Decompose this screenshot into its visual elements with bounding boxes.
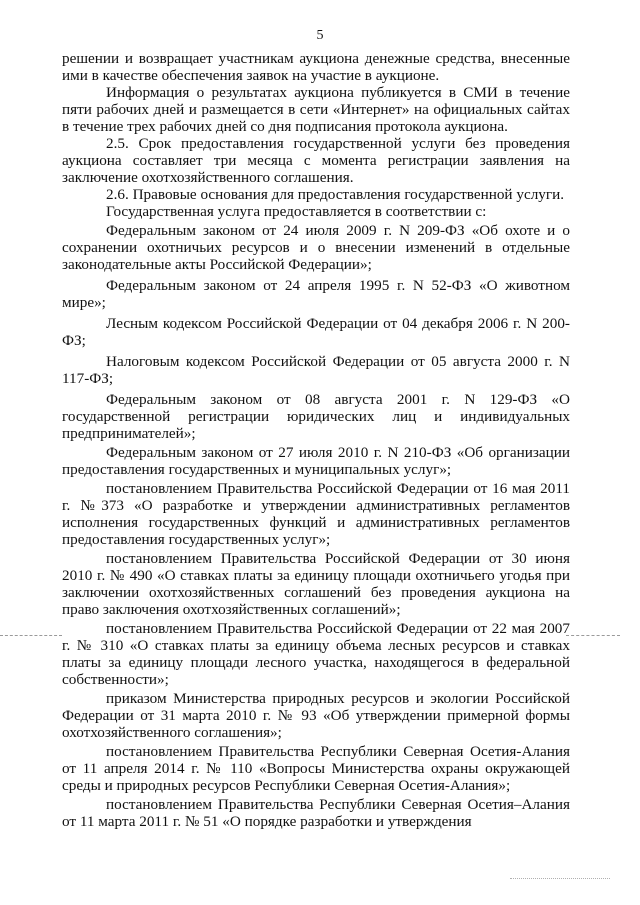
- paragraph-decree-110: постановлением Правительства Республики Северная Осетия-Алания от 11 апреля 2014 г. № 110 «Вопросы Министерства охраны окружающей среды и природных ресурсов Республики Северная Осетия-Алания»;: [62, 743, 570, 794]
- paragraph-law-210fz: Федеральным законом от 27 июля 2010 г. N 210-ФЗ «Об организации предоставления государственных и муниципальных услуг»;: [62, 444, 570, 478]
- paragraph-forest-code: Лесным кодексом Российской Федерации от 04 декабря 2006 г. N 200-ФЗ;: [62, 315, 570, 349]
- paragraph-order-93: приказом Министерства природных ресурсов и экологии Российской Федерации от 31 марта 2010 г. № 93 «Об утверждении примерной формы охотхозяйственного соглашения»;: [62, 690, 570, 741]
- paragraph-auction-results-info: Информация о результатах аукциона публикуется в СМИ в течение пяти рабочих дней и размещается в сети «Интернет» на официальных сайтах в течение трех рабочих дней со дня подписания протокола аукциона.: [62, 84, 570, 135]
- paragraph-auction-refund: решении и возвращает участникам аукциона денежные средства, внесенные ими в качестве обеспечения заявок на участие в аукционе.: [62, 50, 570, 84]
- document-body: [62, 50, 570, 830]
- scan-corner-mark: [510, 878, 610, 879]
- paragraph-decree-51: постановлением Правительства Республики Северная Осетия–Алания от 11 марта 2011 г. № 51 «О порядке разработки и утверждения: [62, 796, 570, 830]
- paragraph-law-209fz: Федеральным законом от 24 июля 2009 г. N 209-ФЗ «Об охоте и о сохранении охотничьих ресурсов и о внесении изменений в отдельные законодательные акты Российской Федерации»;: [62, 222, 570, 273]
- paragraph-decree-373: постановлением Правительства Российской Федерации от 16 мая 2011 г. №373 «О разработке и утверждении административных регламентов исполнения государственных функций и административных регламентов предоставления государственных услуг»;: [62, 480, 570, 548]
- scan-fold-line-right: [566, 635, 620, 636]
- page-number: 5: [316, 28, 324, 43]
- paragraph-law-129fz: Федеральным законом от 08 августа 2001 г. N 129-ФЗ «О государственной регистрации юридических лиц и индивидуальных предпринимателей»;: [62, 391, 570, 442]
- scan-fold-line-left: [0, 635, 62, 636]
- paragraph-legal-basis-heading: 2.6. Правовые основания для предоставления государственной услуги.: [106, 186, 565, 203]
- paragraph-service-term: 2.5. Срок предоставления государственной услуги без проведения аукциона составляет три месяца с момента регистрации заявления на заключение охотхозяйственного соглашения.: [62, 135, 570, 186]
- paragraph-law-52fz: Федеральным законом от 24 апреля 1995 г. N 52-ФЗ «О животном мире»;: [62, 277, 570, 311]
- paragraph-decree-310: постановлением Правительства Российской Федерации от 22 мая 2007 г. № 310 «О ставках платы за единицу объема лесных ресурсов и ставках платы за единицу площади лесного участка, находящегося в федеральной собственности»;: [62, 620, 570, 688]
- paragraph-decree-490: постановлением Правительства Российской Федерации от 30 июня 2010 г. № 490 «О ставках платы за единицу площади охотничьего угодья при заключении охотхозяйственных соглашений без проведения аукциона на право заключения охотхозяйственных соглашений»;: [62, 550, 570, 618]
- paragraph-tax-code: Налоговым кодексом Российской Федерации от 05 августа 2000 г. N 117-ФЗ;: [62, 353, 570, 387]
- paragraph-legal-basis-intro: Государственная услуга предоставляется в соответствии с:: [106, 203, 487, 220]
